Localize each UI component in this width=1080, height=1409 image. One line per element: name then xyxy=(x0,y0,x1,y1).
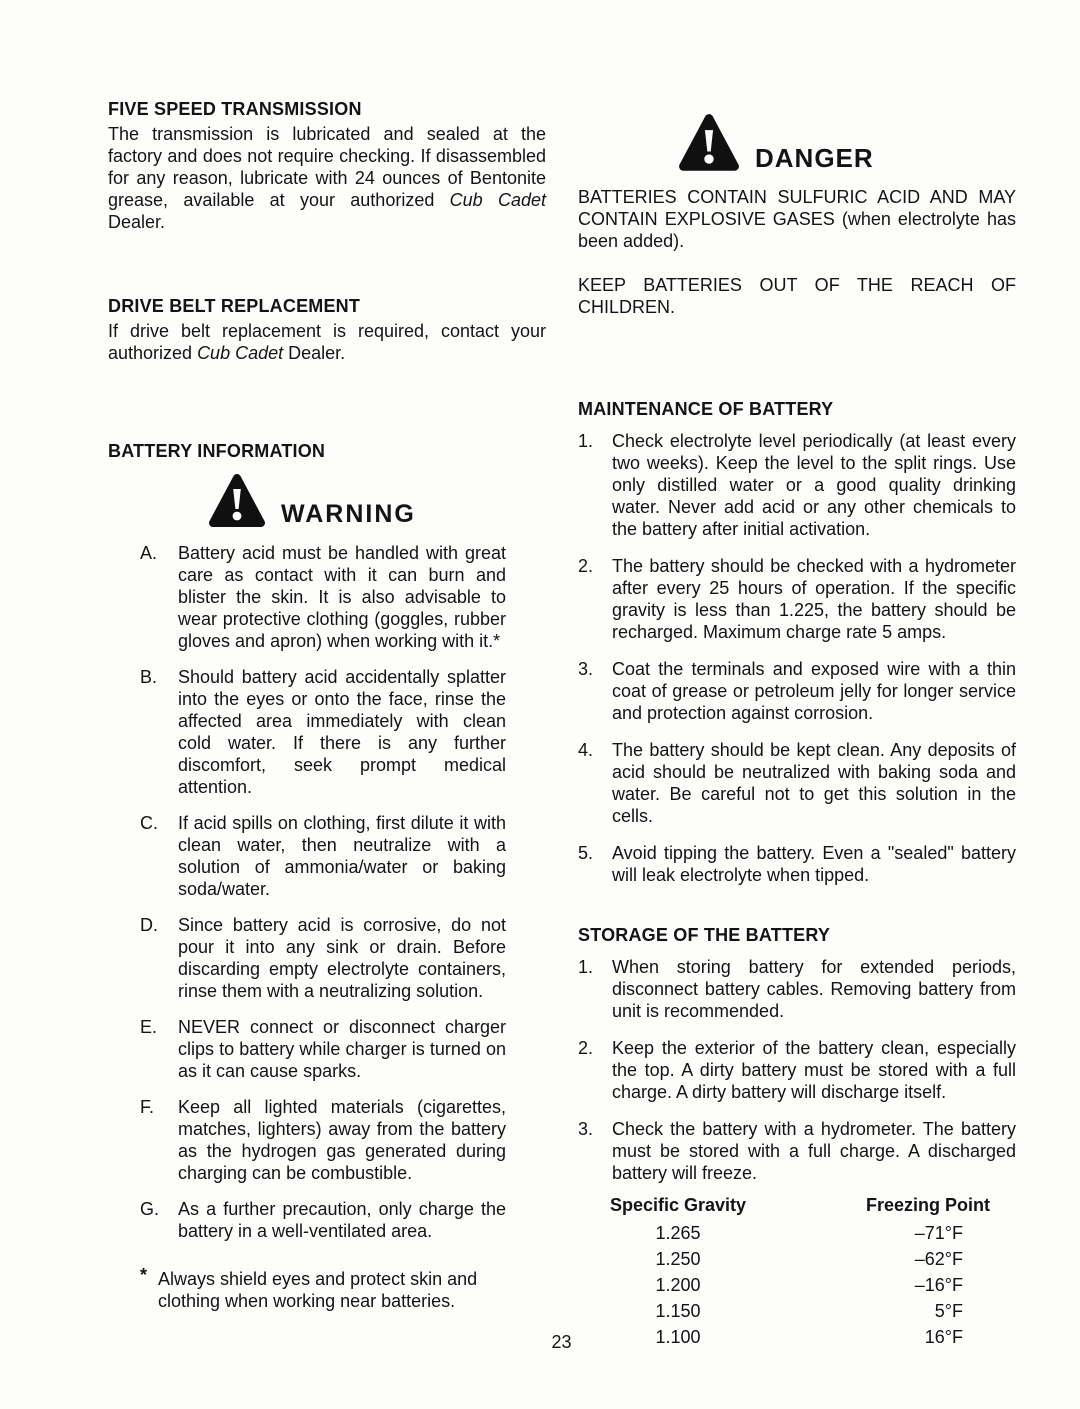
footnote xyxy=(140,1265,506,1312)
paragraph-text: Dealer. xyxy=(108,212,166,232)
list-item xyxy=(140,666,506,798)
list-item xyxy=(140,812,506,900)
freezing-value: –16°F xyxy=(914,1275,963,1295)
list-item xyxy=(578,555,1016,643)
list-item-text: If acid spills on clothing, first dilute it with clean water, then neutralize with a solution of ammonia/water or baking soda/water. xyxy=(178,813,506,899)
list-item-label: E. xyxy=(140,1017,158,1037)
warning-label: WARNING xyxy=(281,500,416,528)
list-item-label: G. xyxy=(140,1199,160,1219)
list-item-text: Check the battery with a hydrometer. The battery must be stored with a full charge. A discharged battery will freeze. xyxy=(612,1119,1016,1183)
list-item-text: Battery acid must be handled with great care as contact with it can burn and blister the skin. It is also advisable to wear protective clothing (goggles, rubber gloves and apron) when working with it.* xyxy=(178,543,506,651)
list-item-label: 1. xyxy=(578,431,594,451)
maintenance-list xyxy=(578,430,1016,886)
danger-paragraph: BATTERIES CONTAIN SULFURIC ACID AND MAY CONTAIN EXPLOSIVE GASES (when electrolyte has been added). xyxy=(578,187,1016,251)
list-item-label: 1. xyxy=(578,957,594,977)
list-item-label: C. xyxy=(140,813,158,833)
heading-maintenance-of-battery: MAINTENANCE OF BATTERY xyxy=(578,399,834,419)
list-item-label: B. xyxy=(140,667,158,687)
list-item-label: F. xyxy=(140,1097,155,1117)
list-item-text: Keep all lighted materials (cigarettes, matches, lighters) away from the battery as the hydrogen gas generated during charging can be combustible. xyxy=(178,1097,506,1183)
warning-banner xyxy=(208,472,546,530)
list-item xyxy=(140,1096,506,1184)
storage-list xyxy=(578,956,1016,1184)
list-item-text: Keep the exterior of the battery clean, especially the top. A dirty battery must be stored with a full charge. A dirty battery will discharge itself. xyxy=(612,1038,1016,1102)
brand-name: Cub Cadet xyxy=(197,343,284,363)
list-item-label: D. xyxy=(140,915,158,935)
list-item-text: The battery should be checked with a hydrometer after every 25 hours of operation. If the specific gravity is less than 1.225, the battery should be recharged. Maximum charge rate 5 amps. xyxy=(612,556,1016,642)
list-item-text: Should battery acid accidentally splatter into the eyes or onto the face, rinse the affected area immediately with clean cold water. If there is any further discomfort, seek prompt medical attention. xyxy=(178,667,506,797)
list-item-label: 5. xyxy=(578,843,594,863)
paragraph-text: The transmission is lubricated and sealed at the factory and does not require checking. If disassembled for any reason, lubricate with 24 ounces of Bentonite grease, available at your authorized xyxy=(108,124,546,210)
list-item-label: 4. xyxy=(578,740,594,760)
list-item-label: 3. xyxy=(578,659,594,679)
gravity-value: 1.150 xyxy=(655,1301,701,1321)
paragraph-text: Dealer. xyxy=(283,343,346,363)
list-item xyxy=(140,1016,506,1082)
paragraph-text: If drive belt replacement is required, contact your authorized xyxy=(108,321,546,363)
warning-list xyxy=(140,542,506,1242)
left-column xyxy=(108,98,546,1312)
list-item xyxy=(578,1037,1016,1103)
brand-name: Cub Cadet xyxy=(449,190,546,210)
heading-five-speed-transmission: FIVE SPEED TRANSMISSION xyxy=(108,99,362,119)
list-item xyxy=(140,914,506,1002)
list-item-label: A. xyxy=(140,543,158,563)
footnote-text: Always shield eyes and protect skin and clothing when working near batteries. xyxy=(158,1269,478,1311)
heading-storage-of-battery: STORAGE OF THE BATTERY xyxy=(578,925,831,945)
list-item xyxy=(578,956,1016,1022)
list-item-text: NEVER connect or disconnect charger clips to battery while charger is turned on as it can cause sparks. xyxy=(178,1017,506,1081)
gravity-value: 1.265 xyxy=(655,1223,701,1243)
table-row xyxy=(578,1220,1016,1246)
table-row xyxy=(578,1272,1016,1298)
list-item-label: 3. xyxy=(578,1119,594,1139)
gravity-column-header: Specific Gravity xyxy=(609,1195,747,1215)
danger-triangle-icon xyxy=(678,112,740,174)
freezing-value: 16°F xyxy=(924,1327,963,1347)
gravity-value: 1.200 xyxy=(655,1275,701,1295)
section-danger xyxy=(578,112,1016,318)
gravity-value: 1.250 xyxy=(655,1249,701,1269)
list-item-label: 2. xyxy=(578,556,594,576)
list-item xyxy=(578,739,1016,827)
heading-drive-belt-replacement: DRIVE BELT REPLACEMENT xyxy=(108,296,361,316)
list-item-text: As a further precaution, only charge the battery in a well-ventilated area. xyxy=(178,1199,506,1241)
list-item-text: Avoid tipping the battery. Even a "sealed" battery will leak electrolyte when tipped. xyxy=(612,843,1016,885)
gravity-table-header xyxy=(578,1192,1016,1218)
table-row xyxy=(578,1298,1016,1324)
table-row xyxy=(578,1246,1016,1272)
freezing-column-header: Freezing Point xyxy=(865,1195,990,1215)
list-item xyxy=(578,1118,1016,1184)
freezing-value: –71°F xyxy=(914,1223,963,1243)
paragraph-five-speed xyxy=(108,123,546,233)
list-item xyxy=(578,430,1016,540)
list-item xyxy=(140,542,506,652)
section-battery-information xyxy=(108,440,546,1312)
gravity-table xyxy=(578,1192,1016,1350)
freezing-value: 5°F xyxy=(934,1301,963,1321)
section-storage-of-battery xyxy=(578,924,1016,1350)
danger-banner xyxy=(678,112,1016,174)
heading-battery-information: BATTERY INFORMATION xyxy=(108,441,326,461)
list-item xyxy=(140,1198,506,1242)
danger-label: DANGER xyxy=(755,143,874,173)
footnote-asterisk: * xyxy=(140,1265,148,1285)
list-item-text: Since battery acid is corrosive, do not pour it into any sink or drain. Before discarding empty electrolyte containers, rinse them with a neutralizing solution. xyxy=(178,915,506,1001)
list-item-text: Check electrolyte level periodically (at least every two weeks). Keep the level to the split rings. Use only distilled water or a good quality drinking water. Never add acid or any other chemicals to the battery after initial activation. xyxy=(612,431,1016,539)
list-item xyxy=(578,658,1016,724)
paragraph-drive-belt xyxy=(108,320,546,364)
right-column xyxy=(578,112,1016,1350)
list-item-text: The battery should be kept clean. Any deposits of acid should be neutralized with baking soda and water. Be careful not to get this solution in the cells. xyxy=(612,740,1016,826)
list-item xyxy=(578,842,1016,886)
warning-triangle-icon xyxy=(208,472,266,530)
list-item-text: When storing battery for extended periods, disconnect battery cables. Removing battery from unit is recommended. xyxy=(612,957,1016,1021)
section-five-speed-transmission xyxy=(108,98,546,233)
section-drive-belt-replacement xyxy=(108,295,546,364)
freezing-value: –62°F xyxy=(914,1249,963,1269)
list-item-label: 2. xyxy=(578,1038,594,1058)
danger-paragraph: KEEP BATTERIES OUT OF THE REACH OF CHILDREN. xyxy=(578,275,1016,317)
list-item-text: Coat the terminals and exposed wire with a thin coat of grease or petroleum jelly for longer service and protection against corrosion. xyxy=(612,659,1016,723)
page-number: 23 xyxy=(551,1332,572,1352)
section-maintenance-of-battery xyxy=(578,398,1016,886)
gravity-value: 1.100 xyxy=(655,1327,701,1347)
